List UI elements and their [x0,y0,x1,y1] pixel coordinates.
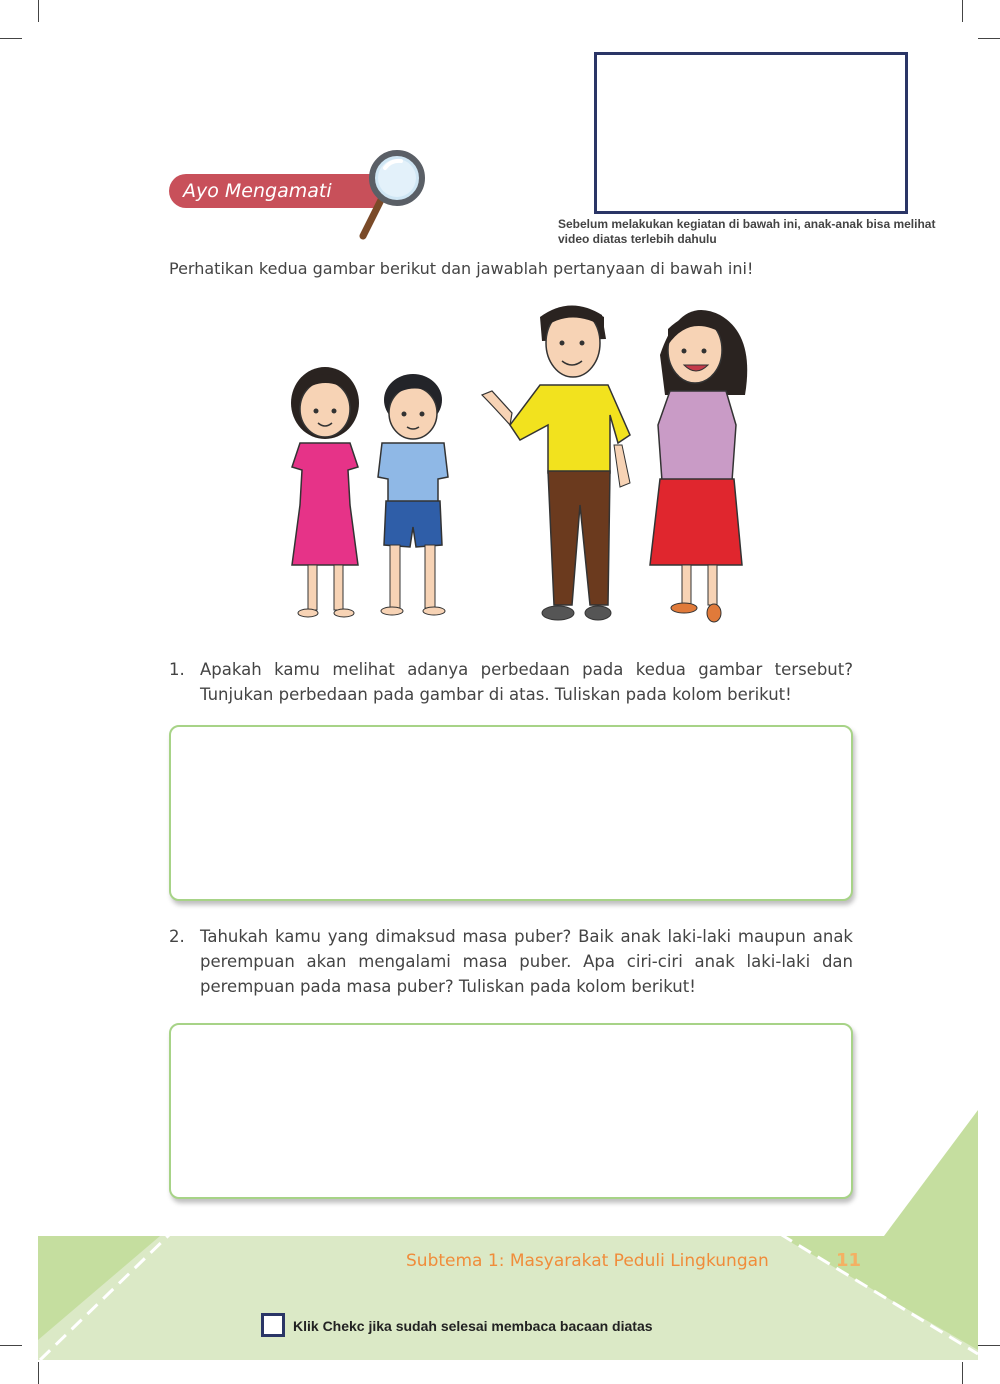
section-title: Ayo Mengamati [183,180,332,202]
page-number: 11 [836,1250,862,1271]
footer-subtheme [406,1250,769,1272]
crop-mark [978,38,1000,39]
question-text: Apakah kamu melihat adanya perbedaan pada kedua gambar tersebut? Tunjukan perbedaan pada gambar di atas. Tuliskan pada kolom berikut! [200,660,853,704]
section-badge [169,174,379,208]
woman-figure [650,310,747,622]
crop-mark [0,38,22,39]
video-frame[interactable] [594,52,908,214]
crop-mark [962,0,963,22]
read-confirm-checkbox[interactable] [261,1313,285,1337]
footer-decoration [0,1110,1000,1384]
question-number: 2. [169,927,185,946]
children-adults-illustration [270,295,770,635]
boy-figure [378,374,448,615]
instruction-text: Perhatikan kedua gambar berikut dan jawablah pertanyaan di bawah ini! [169,259,754,278]
girl-figure [291,367,359,617]
crop-mark [38,0,39,22]
man-figure [482,305,630,620]
question-1 [169,657,853,707]
footer-subtheme-label: Subtema 1 [406,1251,499,1271]
read-confirm-label: Klik Chekc jika sudah selesai membaca bacaan diatas [293,1318,653,1334]
question-2 [169,924,853,999]
answer-box-1[interactable] [169,725,853,901]
magnifier-icon [355,148,430,240]
footer-subtheme-title: : Masyarakat Peduli Lingkungan [498,1251,769,1271]
question-number: 1. [169,660,185,679]
video-note: Sebelum melakukan kegiatan di bawah ini, anak-anak bisa melihat video diatas terlebih dahulu [558,217,936,246]
question-text: Tahukah kamu yang dimaksud masa puber? Baik anak laki-laki maupun anak perempuan akan mengalami masa puber. Apa ciri-ciri anak laki-laki dan perempuan pada masa puber? Tuliskan pada kolom berikut! [200,927,853,996]
